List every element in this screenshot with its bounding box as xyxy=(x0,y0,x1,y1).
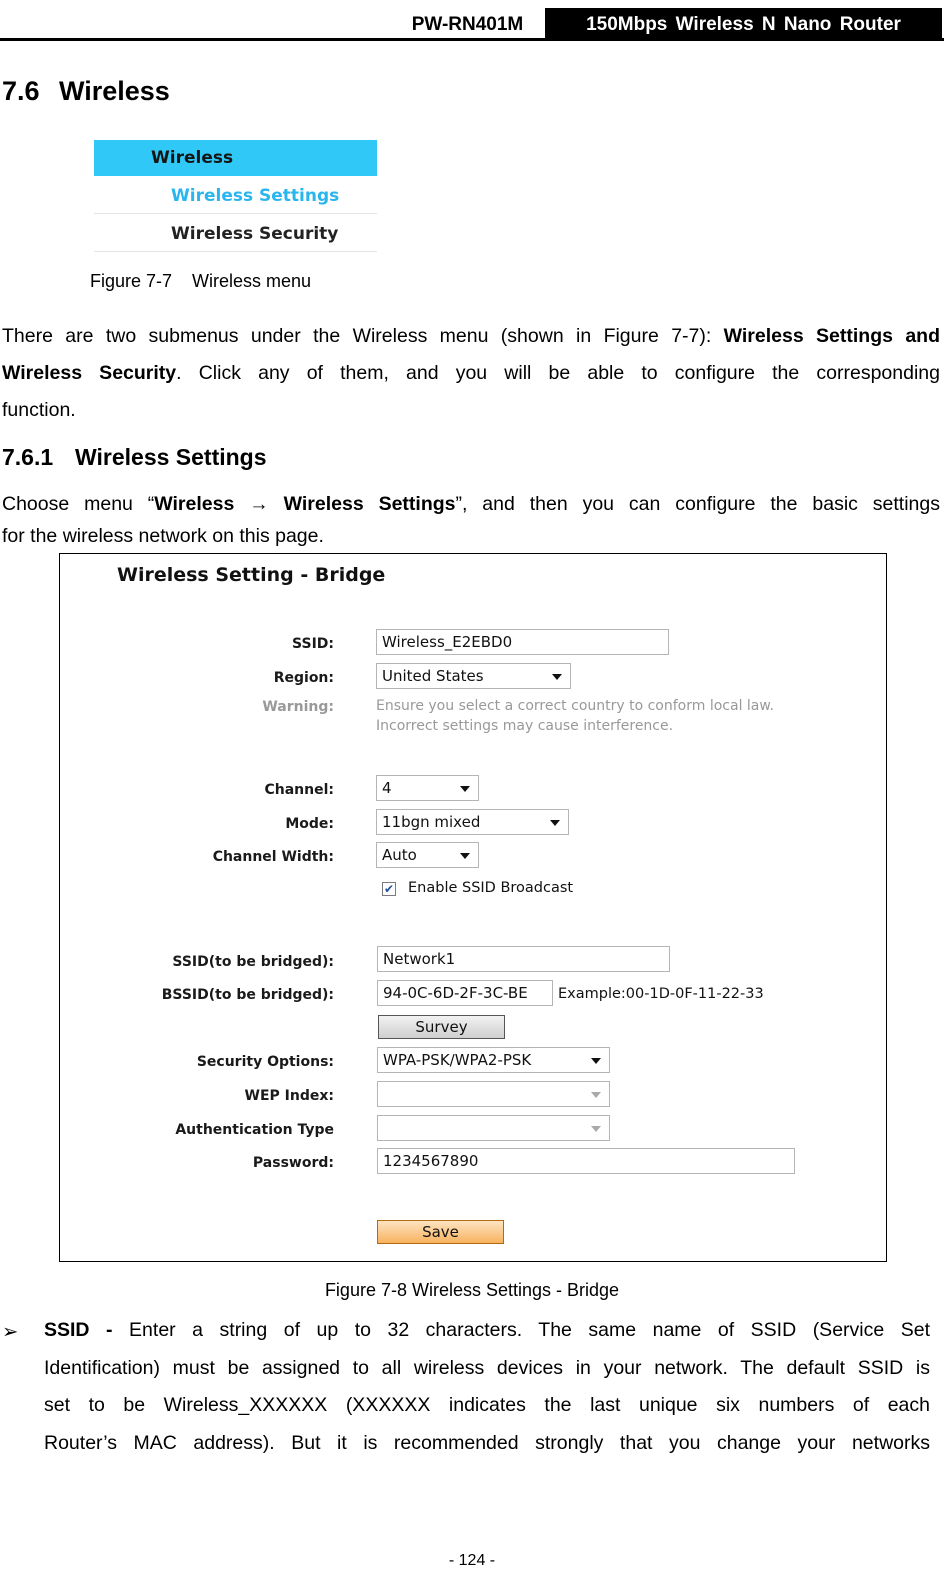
bssid-bridged-label: BSSID(to be bridged): xyxy=(161,987,334,1003)
ssid-description xyxy=(44,1312,930,1462)
bullet-line: Identification) must be assigned to all wireless devices in your network. The default SSID is xyxy=(44,1356,930,1379)
mode-label: Mode: xyxy=(285,816,334,832)
wep-select[interactable] xyxy=(377,1081,610,1107)
bullet-line: set to be Wireless_XXXXXX (XXXXXX indicates the last unique six numbers of each xyxy=(44,1394,930,1416)
header-rule xyxy=(0,38,944,41)
page-number: - 124 - xyxy=(448,1552,496,1569)
warning-label: Warning: xyxy=(262,699,334,715)
channel-width-label: Channel Width: xyxy=(212,849,334,865)
figure-caption: Figure 7-7 Wireless menu xyxy=(90,271,312,291)
menu-item-wireless[interactable]: Wireless xyxy=(94,140,377,176)
arrow-icon: → xyxy=(249,493,269,515)
section-heading xyxy=(2,76,170,107)
channel-select[interactable]: 4 xyxy=(376,775,479,801)
region-label: Region: xyxy=(273,670,334,686)
section-title: Wireless xyxy=(59,76,170,106)
bullet-line: Router’s MAC address). But it is recommended strongly that you change your networks xyxy=(44,1431,930,1454)
choose-line: Choose menu “Wireless → Wireless Settings”, and then you can configure the basic settings xyxy=(2,493,940,515)
survey-button[interactable]: Survey xyxy=(378,1015,505,1039)
intro-paragraph xyxy=(2,318,940,429)
page-title: Wireless Setting - Bridge xyxy=(117,564,386,586)
ssid-input[interactable]: Wireless_E2EBD0 xyxy=(376,629,669,655)
warning-text-2: Incorrect settings may cause interference. xyxy=(376,718,674,734)
intro-line: Wireless Security. Click any of them, and you will be able to configure the corresponding xyxy=(2,362,940,384)
auth-label: Authentication Type xyxy=(175,1122,334,1138)
security-label: Security Options: xyxy=(196,1054,334,1070)
ssid-bridged-label: SSID(to be bridged): xyxy=(172,954,334,970)
subsection-number: 7.6.1 xyxy=(2,444,54,470)
bullet-marker-icon: ➢ xyxy=(2,1321,19,1343)
menu-item-wireless-settings[interactable]: Wireless Settings xyxy=(94,178,377,214)
intro-line: There are two submenus under the Wireless menu (shown in Figure 7-7): Wireless Settings and xyxy=(2,325,941,347)
auth-select[interactable] xyxy=(377,1115,610,1141)
section-number: 7.6 xyxy=(2,76,40,106)
wireless-settings-screenshot xyxy=(59,553,887,1262)
mode-select[interactable]: 11bgn mixed xyxy=(376,809,569,835)
choose-line-2: for the wireless network on this page. xyxy=(2,525,324,547)
bullet-line: SSID - Enter a string of up to 32 characters. The same name of SSID (Service Set xyxy=(44,1319,930,1341)
wep-label: WEP Index: xyxy=(244,1088,334,1104)
ssid-broadcast-label: Enable SSID Broadcast xyxy=(408,880,574,896)
save-button[interactable]: Save xyxy=(377,1220,504,1244)
security-select[interactable]: WPA-PSK/WPA2-PSK xyxy=(377,1047,610,1073)
figure-caption-2: Figure 7-8 Wireless Settings - Bridge xyxy=(324,1280,620,1300)
warning-text: Ensure you select a correct country to conform local law. xyxy=(376,698,774,714)
bssid-example: Example:00-1D-0F-11-22-33 xyxy=(558,986,764,1002)
password-label: Password: xyxy=(252,1155,334,1171)
bssid-bridged-input[interactable]: 94-0C-6D-2F-3C-BE xyxy=(377,980,553,1006)
ssid-bridged-input[interactable]: Network1 xyxy=(377,946,670,972)
subsection-heading xyxy=(2,444,267,471)
subsection-title: Wireless Settings xyxy=(75,444,267,470)
page-header xyxy=(0,0,944,41)
channel-width-select[interactable]: Auto xyxy=(376,842,479,868)
menu-item-wireless-security[interactable]: Wireless Security xyxy=(94,216,377,252)
model-name: PW-RN401M xyxy=(411,14,524,35)
ssid-label: SSID: xyxy=(292,636,334,652)
intro-line: function. xyxy=(2,399,76,421)
channel-label: Channel: xyxy=(264,782,334,798)
wireless-menu-figure xyxy=(94,140,377,253)
product-name: 150Mbps Wireless N Nano Router xyxy=(545,8,942,41)
password-input[interactable]: 1234567890 xyxy=(377,1148,795,1174)
region-select[interactable]: United States xyxy=(376,663,571,689)
ssid-broadcast-checkbox[interactable]: ✔ xyxy=(383,882,395,896)
